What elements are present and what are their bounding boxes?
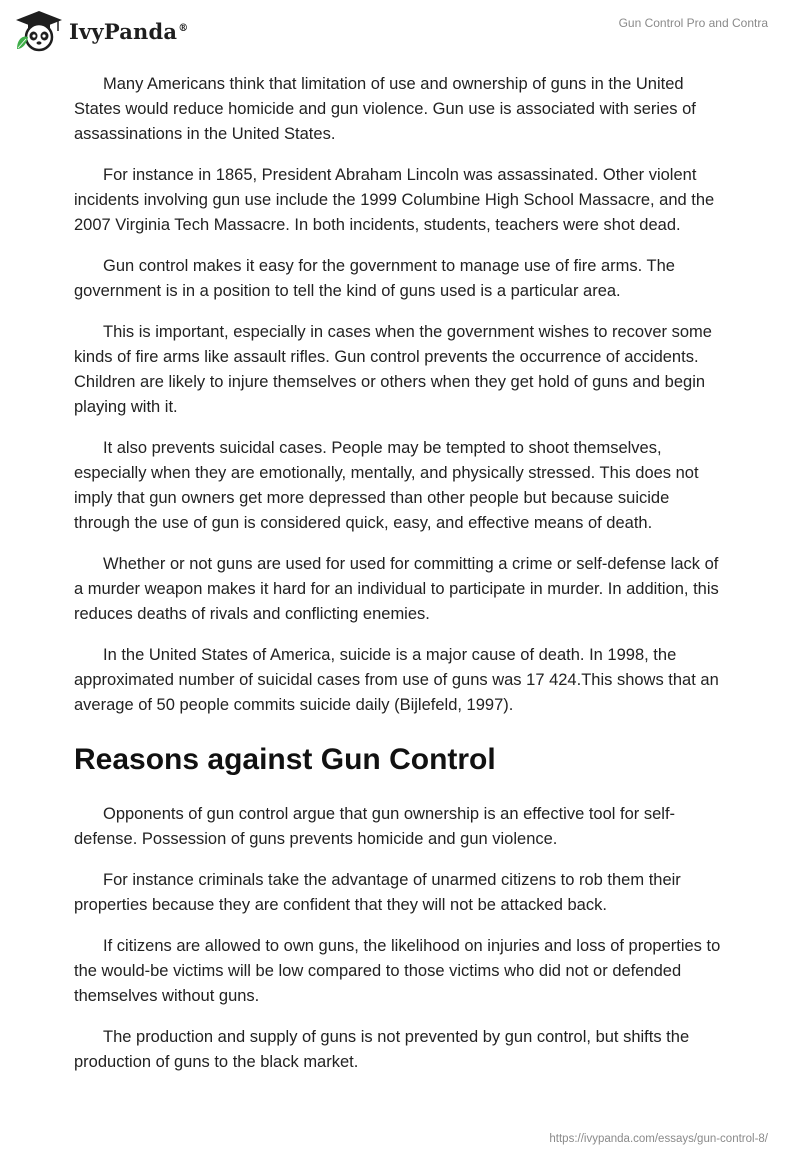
body-paragraph: For instance in 1865, President Abraham Lincoln was assassinated. Other violent incidents involving gun use include the 1999 Columbine High School Massacre, and the 2007 Virginia Tech Massacre. In both incidents, students, teachers were shot dead. — [74, 166, 715, 234]
section-paragraph: Opponents of gun control argue that gun ownership is an effective tool for self-defense. Possession of guns prevents homicide and gun violence. — [74, 805, 676, 848]
section-heading: Reasons against Gun Control — [74, 743, 496, 776]
body-paragraph: Gun control makes it easy for the government to manage use of fire arms. The government is in a position to tell the kind of guns used is a particular area. — [74, 257, 675, 300]
section-paragraph: The production and supply of guns is not prevented by gun control, but shifts the production of guns to the black market. — [74, 1028, 690, 1071]
panda-mascot-icon — [14, 9, 64, 53]
section-paragraph: If citizens are allowed to own guns, the likelihood on injuries and loss of properties to the would-be victims will be low compared to those victims who did not or defended themselves without guns. — [74, 937, 721, 1005]
brand-name: IvyPanda® — [69, 18, 189, 44]
body-paragraph: This is important, especially in cases when the government wishes to recover some kinds of fire arms like assault rifles. Gun control prevents the occurrence of accidents. Children are likely to injure themselves or others when they get hold of guns and begin playing with it. — [74, 323, 712, 416]
section-paragraph: For instance criminals take the advantage of unarmed citizens to rob them their properties because they are confident that they will not be attacked back. — [74, 871, 681, 914]
body-paragraph: It also prevents suicidal cases. People may be tempted to shoot themselves, especially when they are emotionally, mentally, and physically stressed. This does not imply that gun owners get more depressed than other people but because suicide through the use of gun is considered quick, easy, and effective means of death. — [74, 439, 699, 532]
body-paragraph: Many Americans think that limitation of use and ownership of guns in the United States would reduce homicide and gun violence. Gun use is associated with series of assassinations in the United States. — [74, 75, 696, 143]
essay-content — [74, 72, 724, 1091]
source-url[interactable]: https://ivypanda.com/essays/gun-control-8/ — [549, 1133, 768, 1145]
page-header — [0, 0, 800, 60]
ivypanda-logo[interactable] — [14, 9, 188, 53]
body-paragraph: In the United States of America, suicide is a major cause of death. In 1998, the approximated number of suicidal cases from use of guns was 17 424.This shows that an average of 50 people commits suicide daily (Bijlefeld, 1997). — [74, 646, 719, 714]
body-paragraph: Whether or not guns are used for used for committing a crime or self-defense lack of a murder weapon makes it hard for an individual to participate in murder. In addition, this reduces deaths of rivals and conflicting enemies. — [74, 555, 719, 623]
document-title: Gun Control Pro and Contra — [618, 16, 768, 30]
